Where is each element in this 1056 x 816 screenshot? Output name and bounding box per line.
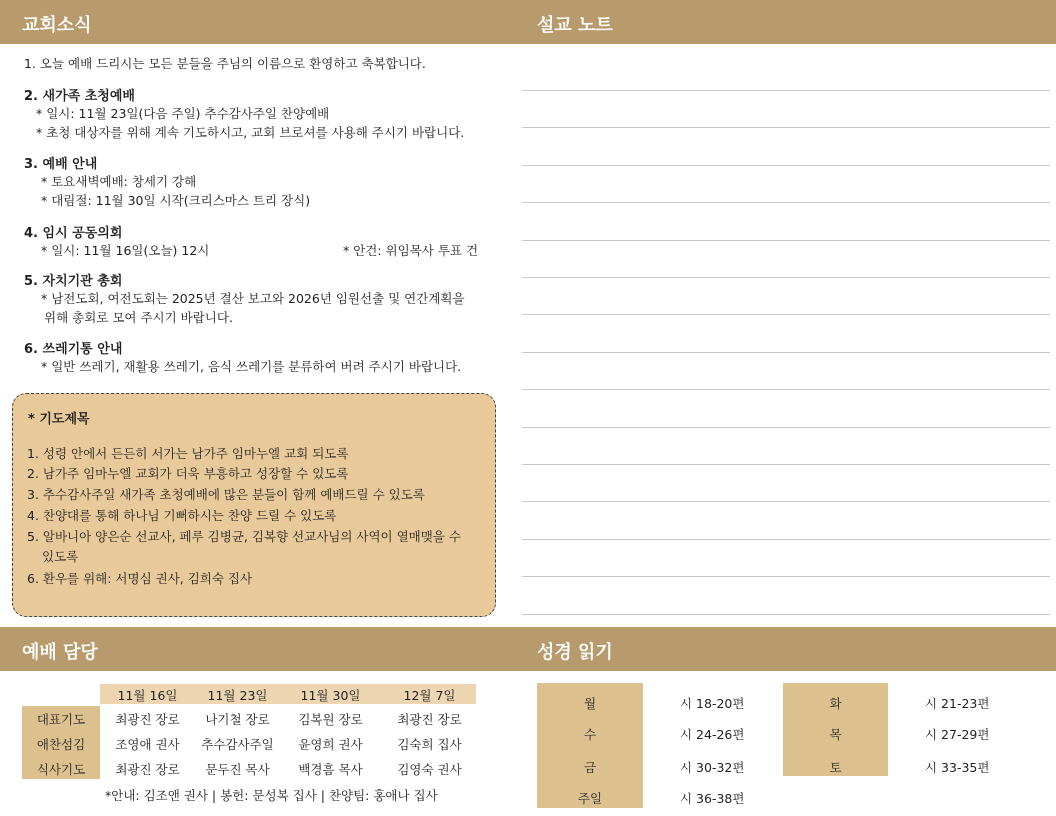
bible-day: 목 (829, 727, 842, 742)
bible-title: 성경 읽기 (537, 642, 613, 663)
date-header: 11월 30일 (300, 688, 361, 703)
header-bar (0, 0, 1056, 44)
role-label: 식사기도 (36, 762, 86, 777)
bible-day: 주일 (577, 791, 603, 806)
prayer-box (12, 393, 496, 617)
assignee-cell: 최광진 장로 (115, 762, 180, 777)
assignee-cell: 김영숙 권사 (397, 762, 462, 777)
role-label: 애찬섬김 (36, 737, 86, 752)
note-line (522, 202, 1050, 203)
note-line (522, 539, 1050, 540)
date-header: 11월 16일 (117, 688, 178, 703)
news-item-3-title: 3. 예배 안내 (24, 157, 98, 172)
note-line (522, 576, 1050, 577)
note-line (522, 389, 1050, 390)
note-line (522, 427, 1050, 428)
bible-passage: 시 21-23편 (925, 696, 990, 711)
prayer-item: 6. 환우를 위해: 서명심 권사, 김희숙 집사 (27, 571, 253, 586)
note-line (522, 240, 1050, 241)
note-line (522, 90, 1050, 91)
assignee-cell: 윤영희 권사 (298, 737, 363, 752)
news-item-4-line: * 일시: 11월 16일(오늘) 12시 (41, 243, 210, 258)
note-line (522, 352, 1050, 353)
bible-day: 수 (583, 727, 597, 742)
note-line (522, 501, 1050, 502)
assignee-cell: 백경흠 목사 (298, 762, 363, 777)
news-item-4-title: 4. 임시 공동의회 (24, 226, 123, 241)
note-line (522, 464, 1050, 465)
prayer-item: 1. 성령 안에서 든든히 서가는 남가주 임마누엘 교회 되도록 (27, 446, 349, 461)
news-item-2-line: * 초청 대상자를 위해 계속 기도하시고, 교회 브로셔를 사용해 주시기 바랍니다. (36, 125, 465, 140)
note-line (522, 614, 1050, 615)
news-item-6-line: * 일반 쓰레기, 재활용 쓰레기, 음식 쓰레기를 분류하여 버려 주시기 바랍니다. (41, 359, 462, 374)
notes-title: 설교 노트 (537, 15, 613, 36)
note-line (522, 277, 1050, 278)
bible-day: 토 (829, 760, 842, 775)
bible-passage: 시 24-26편 (680, 727, 745, 742)
worship-note: *안내: 김조앤 권사 | 봉헌: 문성복 집사 | 찬양팀: 홍애나 집사 (105, 788, 438, 803)
bible-day: 금 (583, 760, 597, 775)
date-header: 12월 7일 (403, 688, 456, 703)
news-item-5-title: 5. 자치기관 총회 (24, 274, 123, 289)
bible-passage: 시 27-29편 (925, 727, 990, 742)
prayer-item: 있도록 (42, 549, 79, 564)
bible-passage: 시 18-20편 (680, 696, 745, 711)
prayer-item: 5. 알바니아 양은순 선교사, 페루 김병균, 김복향 선교사님의 사역이 열매맺을 수 (27, 529, 461, 544)
news-item-5-line: * 남전도회, 여전도회는 2025년 결산 보고와 2026년 임원선출 및 연간계획을 (41, 291, 465, 306)
news-item-3-line: * 대림절: 11월 30일 시작(크리스마스 트리 장식) (41, 193, 311, 208)
prayer-item: 4. 찬양대를 통해 하나님 기뻐하시는 찬양 드릴 수 있도록 (27, 508, 337, 523)
prayer-item: 2. 남가주 임마누엘 교회가 더욱 부흥하고 성장할 수 있도록 (27, 466, 349, 481)
news-item-2-title: 2. 새가족 초청예배 (24, 89, 135, 104)
assignee-cell: 최광진 장로 (115, 712, 180, 727)
news-item-5-line: 위해 총회로 모여 주시기 바랍니다. (44, 310, 233, 325)
prayer-item: 3. 추수감사주일 새가족 초청예배에 많은 분들이 함께 예배드릴 수 있도록 (27, 487, 425, 502)
bible-day: 화 (829, 696, 842, 711)
assignee-cell: 최광진 장로 (397, 712, 462, 727)
assignee-cell: 김숙희 집사 (397, 737, 462, 752)
note-line (522, 165, 1050, 166)
note-line (522, 314, 1050, 315)
worship-title: 예배 담당 (22, 642, 98, 663)
bottom-header-bar (0, 627, 1056, 671)
news-item-6-title: 6. 쓰레기통 안내 (24, 342, 123, 357)
assignee-cell: 김복원 장로 (298, 712, 363, 727)
bible-passage: 시 36-38편 (680, 791, 745, 806)
prayer-title: * 기도제목 (28, 412, 90, 427)
assignee-cell: 조영애 권사 (115, 737, 180, 752)
role-label: 대표기도 (36, 712, 86, 727)
date-header: 11월 23일 (207, 688, 268, 703)
news-item-4-line: * 안건: 위임목사 투표 건 (343, 243, 479, 258)
assignee-cell: 추수감사주일 (201, 737, 274, 752)
news-item-1: 1. 오늘 예배 드리시는 모든 분들을 주님의 이름으로 환영하고 축복합니다. (24, 56, 426, 71)
bible-passage: 시 30-32편 (680, 760, 745, 775)
bible-day: 월 (583, 696, 597, 711)
assignee-cell: 나기철 장로 (205, 712, 270, 727)
assignee-cell: 문두진 목사 (205, 762, 270, 777)
news-title: 교회소식 (22, 15, 92, 36)
note-line (522, 127, 1050, 128)
news-item-2-line: * 일시: 11월 23일(다음 주일) 추수감사주일 찬양예배 (36, 106, 330, 121)
bible-passage: 시 33-35편 (925, 760, 990, 775)
news-item-3-line: * 토요새벽예배: 창세기 강해 (41, 174, 197, 189)
